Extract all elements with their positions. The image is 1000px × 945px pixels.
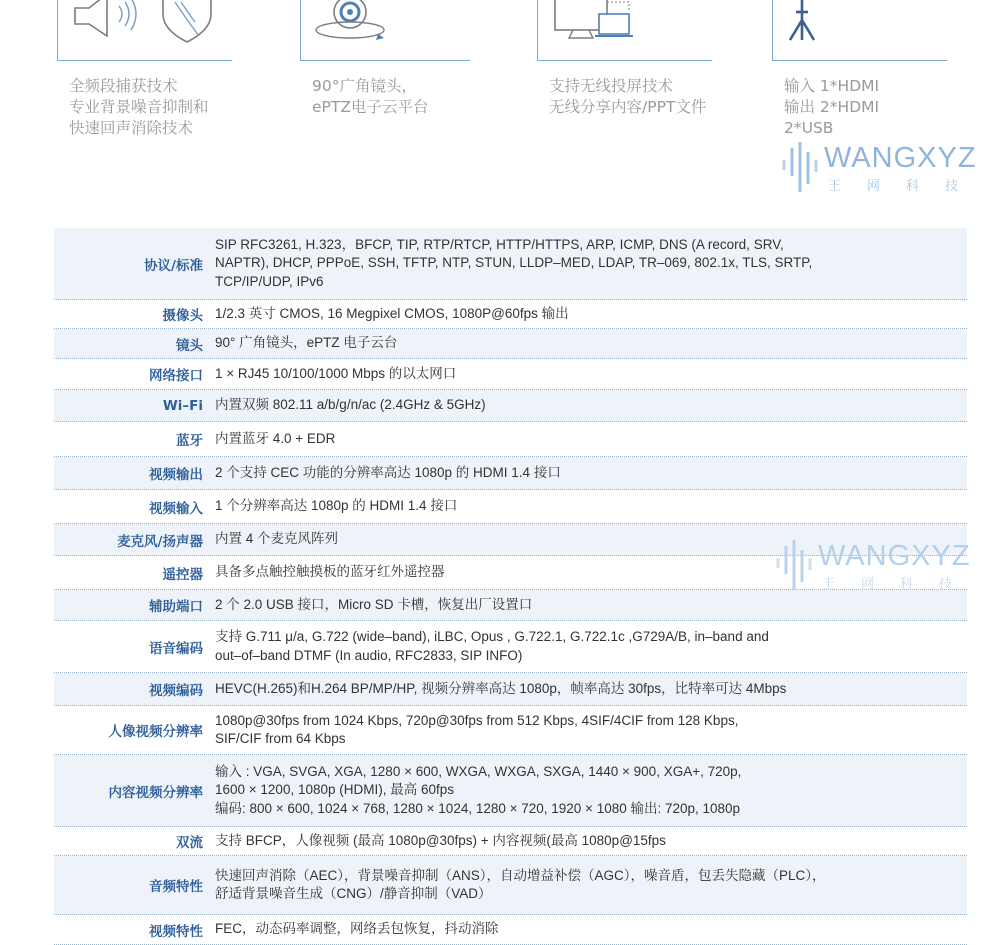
spec-value: 内置 4 个麦克风阵列 — [215, 531, 339, 547]
table-row — [54, 422, 967, 457]
spec-label: 语音编码 — [149, 640, 203, 657]
spec-label: 人像视频分辨率 — [108, 724, 203, 740]
spec-value: 90° 广角镜头，ePTZ 电子云台 — [215, 335, 398, 351]
table-row — [54, 228, 967, 300]
feature-line: 专业背景噪音抑制和 — [69, 98, 209, 116]
table-row — [54, 359, 967, 390]
feature-line: 90°广角镜头， — [312, 77, 417, 95]
feature-line: 快速回声消除技术 — [69, 119, 194, 137]
feature-divider — [57, 0, 58, 60]
watermark-icon — [772, 540, 818, 592]
table-row — [54, 329, 967, 359]
table-row — [54, 300, 967, 329]
feature-line: 支持无线投屏技术 — [549, 77, 674, 95]
watermark-brand: WANGXYZ — [818, 540, 971, 572]
table-row — [54, 490, 967, 524]
feature-divider — [537, 0, 538, 60]
feature-underline — [772, 60, 947, 61]
feature-wireless — [537, 0, 712, 150]
feature-line: 2*USB — [784, 119, 834, 137]
spec-value: SIP RFC3261, H.323，BFCP, TIP, RTP/RTCP, HTTP/HTTPS, ARP, ICMP, DNS (A record, SRV, NAPTR), DHCP, PPPoE, SSH, TFTP, NTP, STUN, LLDP–MED, LDAP, TR–069, 802.1x, TLS, SRTP, TCP/IP/UDP, IPv6 — [215, 236, 813, 289]
speaker-shield-icon — [71, 0, 231, 46]
feature-camera — [300, 0, 470, 150]
spec-label: 镜头 — [176, 337, 203, 354]
feature-divider — [300, 0, 301, 60]
feature-line: 全频段捕获技术 — [69, 77, 178, 95]
spec-label: 视频输出 — [149, 467, 203, 483]
feature-description — [784, 76, 879, 139]
spec-value: 2 个支持 CEC 功能的分辨率高达 1080p 的 HDMI 1.4 接口 — [215, 464, 561, 480]
spec-label: 协议/标准 — [144, 257, 203, 274]
spec-value: 1 个分辨率高达 1080p 的 HDMI 1.4 接口 — [215, 498, 458, 514]
feature-description — [549, 76, 706, 118]
feature-line: 无线分享内容/PPT文件 — [549, 98, 707, 116]
spec-value: 支持 G.711 μ/a, G.722 (wide–band), iLBC, Opus , G.722.1, G.722.1c ,G729A/B, in–band and out–of–band DTMF (In audio, RFC2833, SIP INFO) — [215, 629, 769, 663]
spec-value: 1080p@30fps from 1024 Kbps, 720p@30fps from 512 Kbps, 4SIF/4CIF from 128 Kbps, SIF/CIF from 64 Kbps — [215, 712, 739, 746]
spec-label: 双流 — [176, 835, 203, 851]
feature-line: 输出 2*HDMI — [784, 98, 880, 116]
spec-label: 视频编码 — [149, 683, 203, 699]
spec-label: 视频输入 — [149, 500, 203, 517]
table-row — [54, 673, 967, 706]
spec-label: 麦克风/扬声器 — [117, 533, 203, 550]
spec-label: 摄像头 — [162, 308, 203, 324]
watermark-logo — [772, 540, 982, 592]
watermark-sub: 王网科技 — [828, 179, 985, 194]
feature-audio — [57, 0, 232, 150]
screen-share-icon — [553, 0, 643, 46]
feature-underline — [57, 60, 232, 61]
table-row — [54, 856, 967, 915]
table-row — [54, 755, 967, 827]
spec-value: 内置蓝牙 4.0 + EDR — [215, 430, 336, 446]
feature-underline — [300, 60, 470, 61]
spec-value: 支持 BFCP，人像视频 (最高 1080p@30fps) + 内容视频(最高 1080p@15fps — [215, 832, 666, 848]
spec-label: 遥控器 — [162, 566, 203, 583]
cable-connector-icon — [782, 0, 832, 48]
feature-line: ePTZ电子云平台 — [312, 98, 429, 116]
spec-label: 音频特性 — [149, 879, 203, 895]
spec-value: 1/2.3 英寸 CMOS, 16 Megpixel CMOS, 1080P@60fps 输出 — [215, 305, 569, 321]
feature-underline — [537, 60, 712, 61]
watermark-icon — [778, 142, 824, 194]
spec-label: 辅助端口 — [149, 599, 203, 615]
spec-value: HEVC(H.265)和H.264 BP/MP/HP, 视频分辨率高达 1080p，帧率高达 30fps，比特率可达 4Mbps — [215, 680, 787, 696]
spec-value: FEC，动态码率调整，网络丢包恢复，抖动消除 — [215, 921, 499, 937]
watermark-sub: 王网科技 — [822, 577, 979, 592]
spec-value: 2 个 2.0 USB 接口，Micro SD 卡槽，恢复出厂设置口 — [215, 596, 533, 612]
feature-divider — [772, 0, 773, 60]
table-row — [54, 621, 967, 673]
table-row — [54, 590, 967, 621]
spec-label: 蓝牙 — [176, 433, 203, 449]
spec-label: 网络接口 — [149, 368, 203, 384]
camera-lens-icon — [312, 0, 392, 46]
table-row — [54, 706, 967, 755]
feature-io — [772, 0, 947, 150]
watermark-logo — [778, 142, 988, 194]
feature-strip — [0, 0, 1000, 200]
spec-label: Wi–Fi — [162, 397, 203, 414]
table-row — [54, 827, 967, 856]
table-row — [54, 390, 967, 422]
spec-value: 1 × RJ45 10/100/1000 Mbps 的以太网口 — [215, 365, 457, 381]
feature-description — [69, 76, 209, 139]
spec-label: 内容视频分辨率 — [108, 784, 203, 801]
spec-value: 输入 : VGA, SVGA, XGA, 1280 × 600, WXGA, WXGA, SXGA, 1440 × 900, XGA+, 720p, 1600 × 1200, 1080p (HDMI), 最高 60fps 编码: 800 × 600, 1024 × 768, 1280 × 1024, 1280 × 720, 1920 × 1080 输出: 720p, 1080p — [215, 763, 742, 816]
spec-label: 视频特性 — [149, 923, 203, 940]
feature-line: 输入 1*HDMI — [784, 77, 880, 95]
table-row — [54, 915, 967, 945]
watermark-brand: WANGXYZ — [824, 142, 977, 174]
spec-value: 内置双频 802.11 a/b/g/n/ac (2.4GHz & 5GHz) — [215, 397, 486, 413]
table-row — [54, 457, 967, 490]
spec-value: 快速回声消除（AEC），背景噪音抑制（ANS），自动增益补偿（AGC），噪音盾，包丢失隐藏（PLC）， 舒适背景噪音生成（CNG）/静音抑制（VAD） — [215, 867, 826, 901]
feature-description — [312, 76, 428, 118]
spec-value: 具备多点触控触摸板的蓝牙红外遥控器 — [215, 564, 445, 580]
